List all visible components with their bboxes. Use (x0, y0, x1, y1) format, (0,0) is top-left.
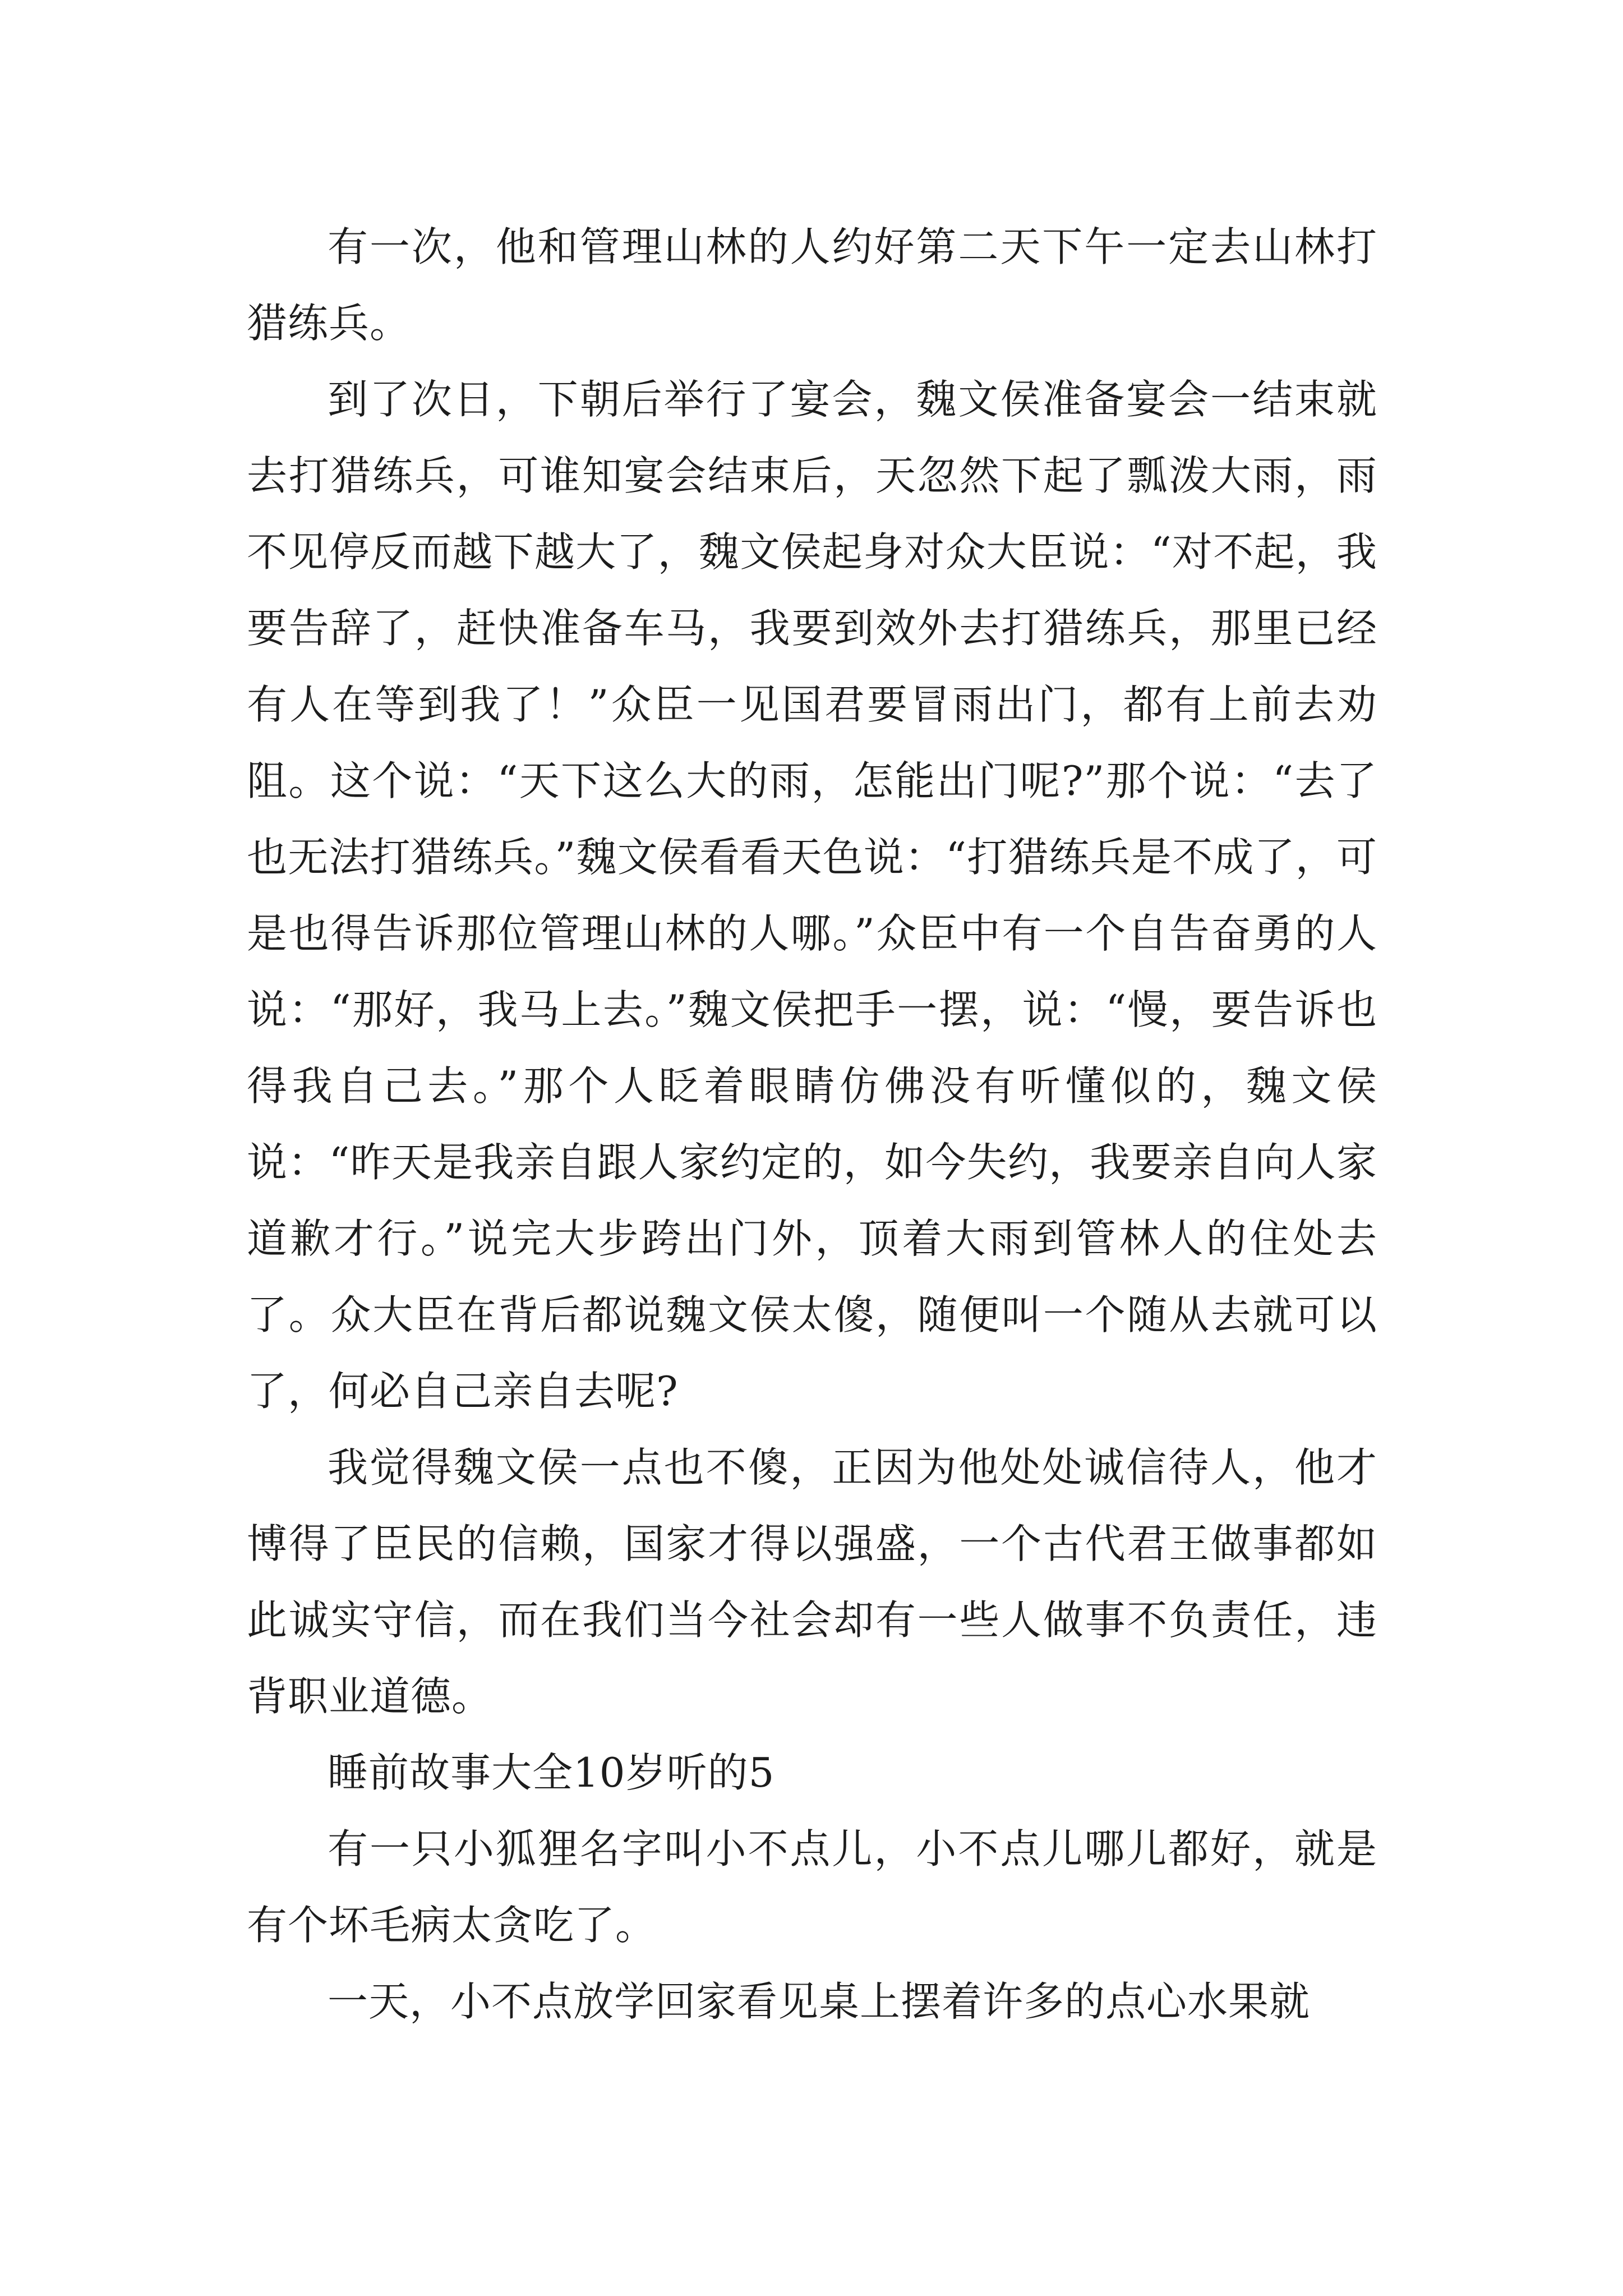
paragraph: 我觉得魏文侯一点也不傻，正因为他处处诚信待人，他才博得了臣民的信赖，国家才得以强盛，一个古代君王做事都如此诚实守信，而在我们当今社会却有一些人做事不负责任，违背职业道德。 (247, 1444, 1377, 1720)
paragraph: 一天，小不点放学回家看见桌上摆着许多的点心水果就 (328, 1978, 1311, 2025)
section-heading: 睡前故事大全10岁听的5 (328, 1749, 775, 1796)
paragraph: 有一次，他和管理山林的人约好第二天下午一定去山林打猎练兵。 (247, 223, 1377, 347)
body-text (247, 209, 1377, 2040)
paragraph: 到了次日，下朝后举行了宴会，魏文侯准备宴会一结束就去打猎练兵，可谁知宴会结束后，天忽然下起了瓢泼大雨，雨不见停反而越下越大了，魏文侯起身对众大臣说：“对不起，我要告辞了，赶快准备车马，我要到效外去打猎练兵，那里已经有人在等到我了！”众臣一见国君要冒雨出门，都有上前去劝阻。这个说：“天下这么大的雨，怎能出门呢?”那个说：“去了也无法打猎练兵。”魏文侯看看天色说：“打猎练兵是不成了，可是也得告诉那位管理山林的人哪。”众臣中有一个自告奋勇的人说：“那好，我马上去。”魏文侯把手一摆，说：“慢，要告诉也得我自己去。”那个人眨着眼睛仿佛没有听懂似的，魏文侯说：“昨天是我亲自跟人家约定的，如今失约，我要亲自向人家道歉才行。”说完大步跨出门外，顶着大雨到管林人的住处去了。众大臣在背后都说魏文侯太傻，随便叫一个随从去就可以了，何必自己亲自去呢? (247, 376, 1377, 1415)
paragraph: 有一只小狐狸名字叫小不点儿，小不点儿哪儿都好，就是有个坏毛病太贪吃了。 (247, 1825, 1377, 1949)
